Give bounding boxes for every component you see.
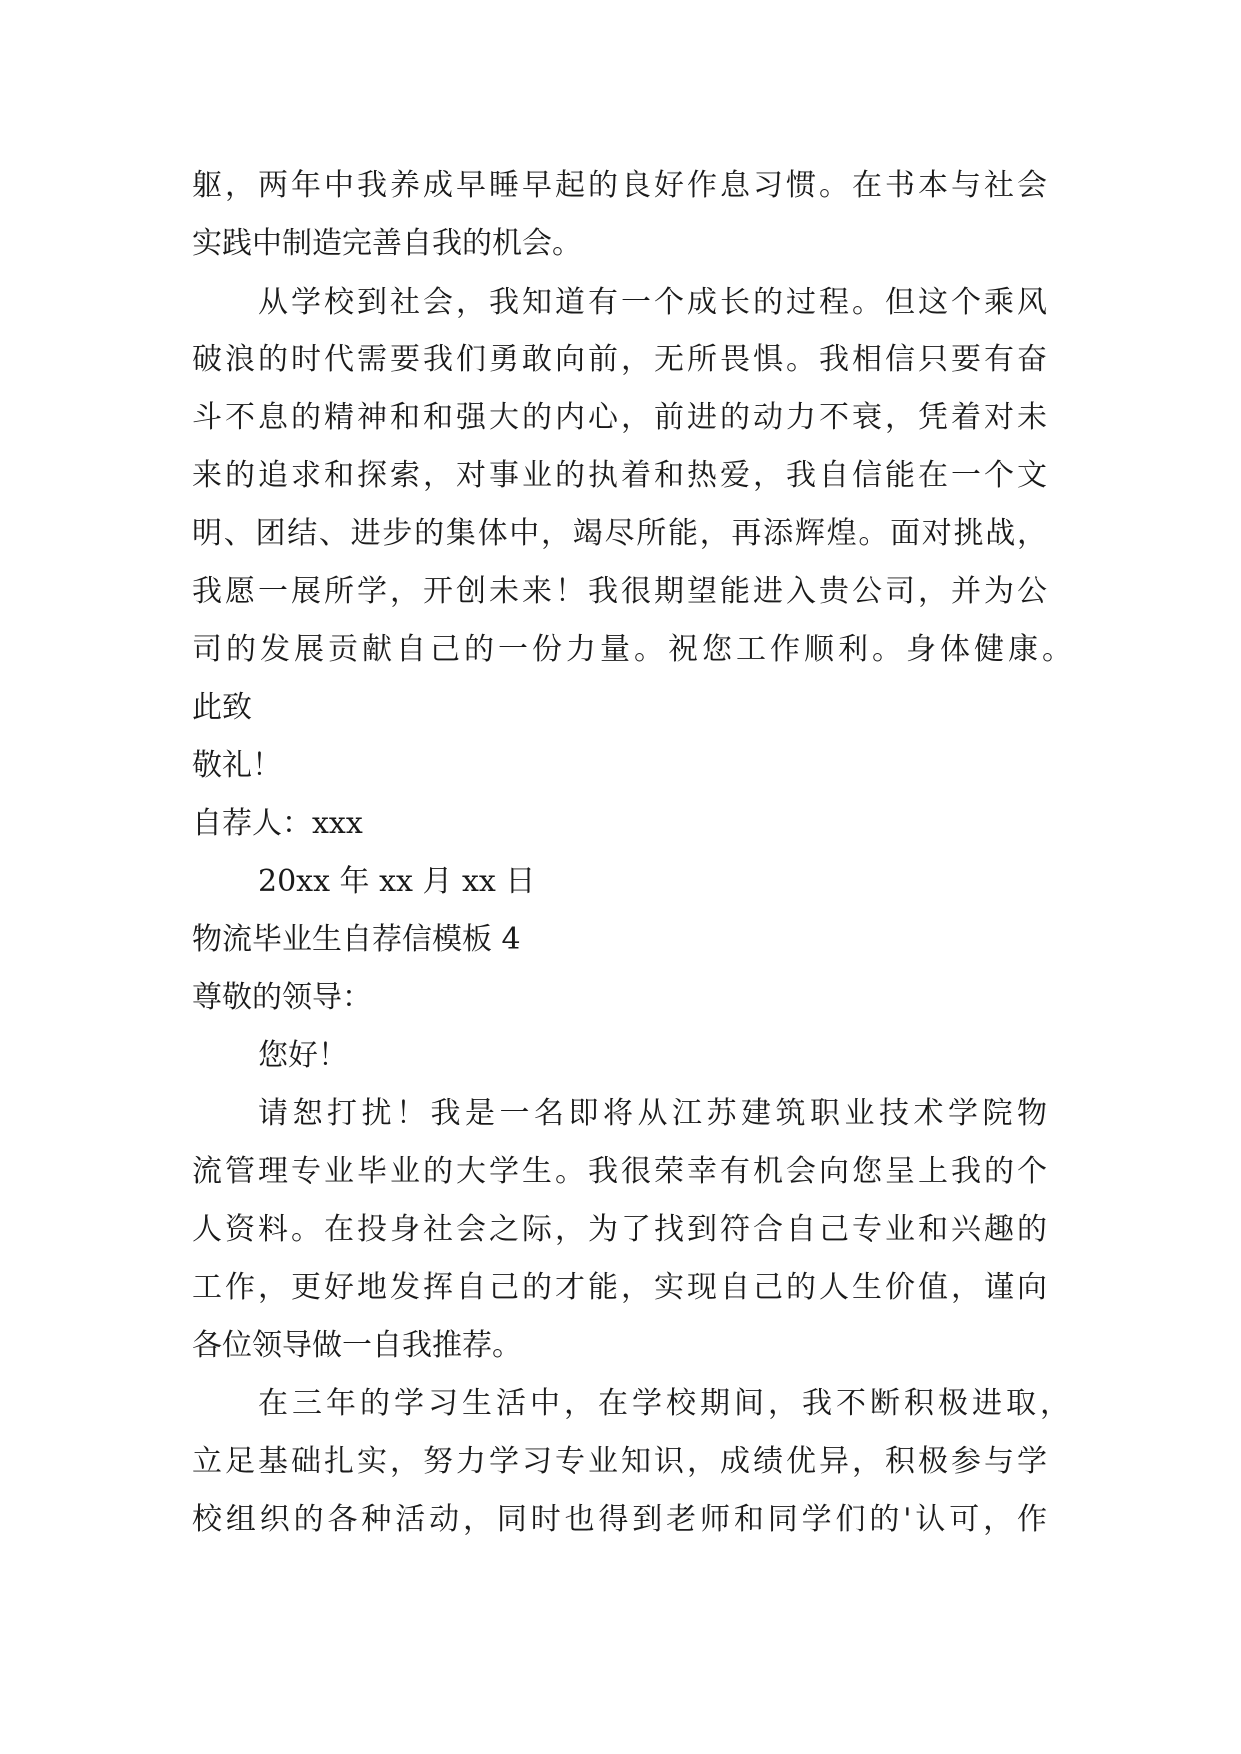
text-line: 工作，更好地发挥自己的才能，实现自己的人生价值，谨向 <box>192 1270 1047 1305</box>
text-line: 从学校到社会，我知道有一个成长的过程。但这个乘风 <box>258 285 1047 320</box>
section-title: 物流毕业生自荐信模板 4 <box>192 922 521 957</box>
text-line: 斗不息的精神和和强大的内心，前进的动力不衰，凭着对未 <box>192 400 1047 435</box>
text-line: 实践中制造完善自我的机会。 <box>192 226 582 261</box>
text-line: 各位领导做一自我推荐。 <box>192 1328 522 1363</box>
text-line: 人资料。在投身社会之际，为了找到符合自己专业和兴趣的 <box>192 1212 1047 1247</box>
text-line: 来的追求和探索，对事业的执着和热爱，我自信能在一个文 <box>192 458 1047 493</box>
greeting: 您好！ <box>258 1038 348 1073</box>
text-line: 在三年的学习生活中，在学校期间，我不断积极进取， <box>258 1386 1070 1421</box>
text-line: 我愿一展所学，开创未来！我很期望能进入贵公司，并为公 <box>192 574 1047 609</box>
text-line: 司的发展贡献自己的一份力量。祝您工作顺利。身体健康。 <box>192 632 1072 667</box>
closing-jingli: 敬礼！ <box>192 748 282 783</box>
text-line: 躯，两年中我养成早睡早起的良好作息习惯。在书本与社会 <box>192 168 1047 203</box>
date-line: 20xx 年 xx 月 xx 日 <box>258 864 536 899</box>
text-line: 请恕打扰！我是一名即将从江苏建筑职业技术学院物 <box>258 1096 1047 1131</box>
text-line: 立足基础扎实，努力学习专业知识，成绩优异，积极参与学 <box>192 1444 1047 1479</box>
text-line: 明、团结、进步的集体中，竭尽所能，再添辉煌。面对挑战， <box>192 516 1047 551</box>
signer-line: 自荐人：xxx <box>192 806 363 841</box>
text-line: 校组织的各种活动，同时也得到老师和同学们的'认可，作 <box>192 1502 1047 1537</box>
text-line: 流管理专业毕业的大学生。我很荣幸有机会向您呈上我的个 <box>192 1154 1047 1189</box>
salutation: 尊敬的领导： <box>192 980 372 1015</box>
text-line: 破浪的时代需要我们勇敢向前，无所畏惧。我相信只要有奋 <box>192 342 1047 377</box>
closing-cizhi: 此致 <box>192 690 252 725</box>
